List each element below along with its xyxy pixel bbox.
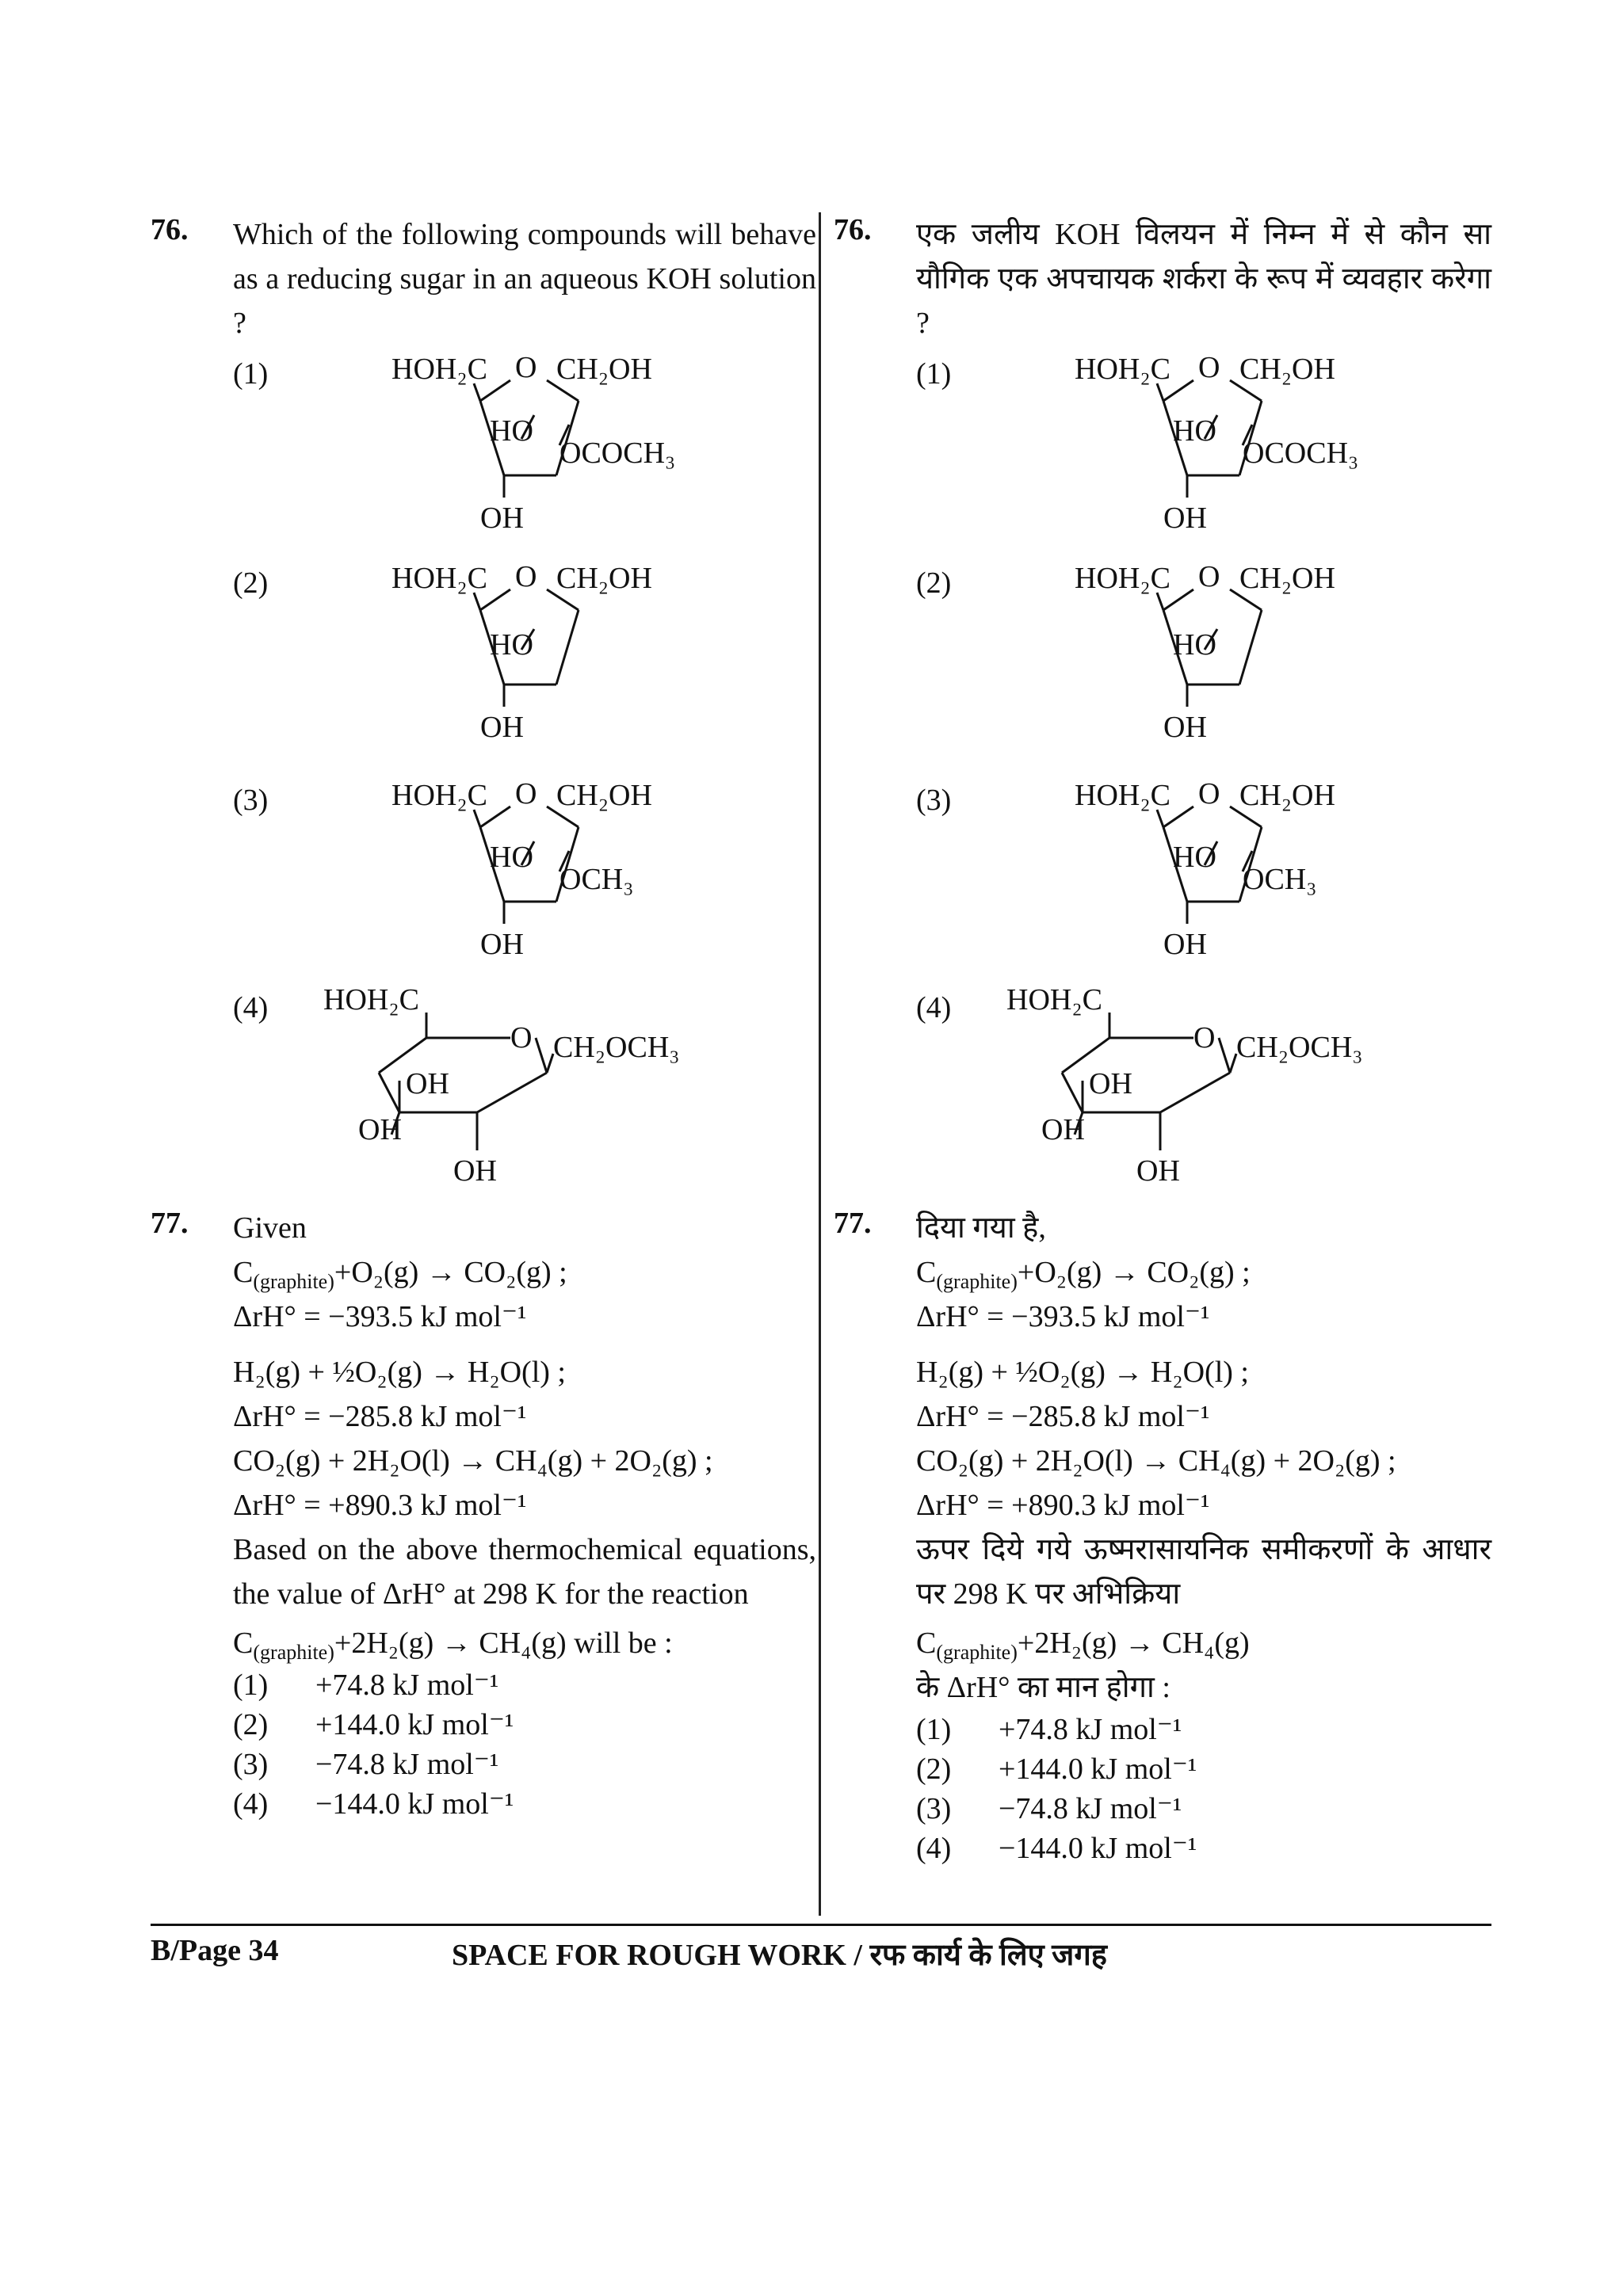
answer-1[interactable]: (1) +74.8 kJ mol⁻¹ [233,1669,499,1702]
enthalpy-1: ΔrH° = −393.5 kJ mol⁻¹ [233,1300,527,1333]
oh-label-2: OH [1041,1113,1085,1146]
option-number: (2) [233,566,269,600]
hoh2c-label: HOH₂C [323,983,419,1016]
structure-pyranose [315,983,712,1199]
oh-label-2: OH [358,1113,402,1146]
enthalpy-1: ΔrH° = −393.5 kJ mol⁻¹ [916,1300,1210,1333]
target-reaction-tail: के ΔrH° का मान होगा : [916,1671,1170,1704]
reaction-1: $C_{(graphite)}+O_2(g) \to CO_2(g)$ ; [233,1256,567,1293]
enthalpy-2: ΔrH° = −285.8 kJ mol⁻¹ [916,1400,1210,1433]
option-number: (4) [233,991,269,1024]
option-1[interactable] [916,352,1491,550]
given-label: दिया गया है, [916,1211,1046,1245]
question-76-en [151,212,816,1199]
reaction-1: $C_{(graphite)}+O_2(g) \to CO_2(g)$ ; [916,1256,1251,1293]
option-4[interactable] [916,983,1491,1199]
option-number: (4) [916,991,952,1024]
page-number: B/Page 34 [151,1934,279,1967]
structure-furanose-methoxy [315,777,652,976]
ch2oh-label: CH₂OH [1239,779,1335,812]
option-3[interactable] [916,778,1491,976]
question-number: 76. [834,213,872,246]
structure-furanose [315,560,652,759]
hoh2c-label: HOH₂C [1075,353,1170,386]
ococh3-label: OCOCH₃ [559,437,676,470]
ch2oh-label: CH₂OH [1239,353,1335,386]
hoh2c-label: HOH₂C [1075,779,1170,812]
given-label: Given [233,1211,307,1245]
question-76-hi [834,212,1491,1199]
hoh2c-label: HOH₂C [391,779,487,812]
answer-2[interactable]: (2) +144.0 kJ mol⁻¹ [916,1753,1197,1786]
answer-list [233,1665,816,1824]
option-number: (2) [916,566,952,600]
footer-rule [151,1924,1491,1926]
question-number: 77. [151,1207,189,1240]
enthalpy-3: ΔrH° = +890.3 kJ mol⁻¹ [916,1489,1210,1522]
option-number: (1) [233,357,269,391]
option-4[interactable] [233,983,816,1199]
answer-list [916,1710,1491,1868]
option-2[interactable] [233,561,816,759]
ch2och3-label: CH₂OCH₃ [553,1031,680,1064]
enthalpy-3: ΔrH° = +890.3 kJ mol⁻¹ [233,1489,527,1522]
question-text: ऊपर दिये गये ऊष्मरासायनिक समीकरणों के आधार पर 298 K पर अभिक्रिया [916,1533,1491,1611]
ococh3-label: OCOCH₃ [1243,437,1359,470]
ring-oxygen-label: O [1193,1021,1216,1055]
hoh2c-label: HOH₂C [391,562,487,595]
structure-furanose-acetyl [315,351,676,550]
ch2oh-label: CH₂OH [556,353,652,386]
answer-4[interactable]: (4) −144.0 kJ mol⁻¹ [233,1787,514,1821]
structure-furanose-methoxy [999,777,1335,976]
question-number: 77. [834,1207,872,1240]
ch2oh-label: CH₂OH [1239,562,1335,595]
enthalpy-2: ΔrH° = −285.8 kJ mol⁻¹ [233,1400,527,1433]
option-2[interactable] [916,561,1491,759]
target-reaction: $C_{(graphite)}+2H_2(g) \to CH_4(g)$ [916,1627,1250,1664]
och3-label: OCH₃ [1243,863,1317,896]
right-column [834,212,1491,1868]
oh-label-3: OH [1136,1154,1180,1188]
ch2oh-label: CH₂OH [556,779,652,812]
answer-3[interactable]: (3) −74.8 kJ mol⁻¹ [233,1748,499,1781]
hoh2c-label: HOH₂C [391,353,487,386]
ho-label: HO [490,628,533,662]
ho-label: HO [1173,628,1216,662]
question-text: एक जलीय KOH विलयन में निम्न में से कौन सा यौगिक एक अपचायक शर्करा के रूप में व्यवहार करेगा ? [916,218,1491,340]
oh-label: OH [1163,711,1207,744]
ho-label: HO [490,841,533,874]
oh-label: OH [480,502,524,535]
ring-oxygen-label: O [1198,351,1220,384]
target-reaction: $C_{(graphite)}+2H_2(g) \to CH_4(g)$ will be : [233,1627,673,1664]
answer-2[interactable]: (2) +144.0 kJ mol⁻¹ [233,1708,514,1741]
question-text: Based on the above thermochemical equations, the value of ΔrH° at 298 K for the reaction [233,1533,816,1611]
ho-label: HO [490,414,533,448]
oh-label: OH [406,1067,449,1100]
question-number: 76. [151,213,189,246]
reaction-2: H₂(g) + ½O₂(g) → H₂O(l) ; [916,1356,1249,1389]
ring-oxygen-label: O [515,351,537,384]
answer-1[interactable]: (1) +74.8 kJ mol⁻¹ [916,1713,1182,1746]
option-1[interactable] [233,352,816,550]
option-number: (3) [916,784,952,817]
ring-oxygen-label: O [510,1021,533,1055]
structure-furanose-acetyl [999,351,1359,550]
rough-work-label: SPACE FOR ROUGH WORK / रफ कार्य के लिए जगह [452,1939,1107,1972]
oh-label: OH [1089,1067,1132,1100]
option-number: (3) [233,784,269,817]
oh-label: OH [1163,928,1207,961]
question-77-en [151,1206,816,1824]
ho-label: HO [1173,841,1216,874]
question-77-hi [834,1206,1491,1868]
hoh2c-label: HOH₂C [1006,983,1102,1016]
answer-4[interactable]: (4) −144.0 kJ mol⁻¹ [916,1832,1197,1865]
left-column [151,212,816,1824]
hoh2c-label: HOH₂C [1075,562,1170,595]
reaction-3: CO₂(g) + 2H₂O(l) → CH₄(g) + 2O₂(g) ; [233,1444,713,1478]
reaction-3: CO₂(g) + 2H₂O(l) → CH₄(g) + 2O₂(g) ; [916,1444,1396,1478]
question-text: Which of the following compounds will behave as a reducing sugar in an aqueous KOH solution ? [233,218,816,340]
column-divider [819,212,821,1916]
oh-label-3: OH [453,1154,497,1188]
ho-label: HO [1173,414,1216,448]
structure-pyranose [999,983,1395,1199]
ring-oxygen-label: O [1198,777,1220,810]
oh-label: OH [480,711,524,744]
ring-oxygen-label: O [1198,560,1220,593]
structure-furanose [999,560,1335,759]
oh-label: OH [480,928,524,961]
option-3[interactable] [233,778,816,976]
ring-oxygen-label: O [515,560,537,593]
answer-3[interactable]: (3) −74.8 kJ mol⁻¹ [916,1792,1182,1825]
och3-label: OCH₃ [559,863,634,896]
option-number: (1) [916,357,952,391]
ch2och3-label: CH₂OCH₃ [1236,1031,1363,1064]
ch2oh-label: CH₂OH [556,562,652,595]
oh-label: OH [1163,502,1207,535]
ring-oxygen-label: O [515,777,537,810]
reaction-2: H₂(g) + ½O₂(g) → H₂O(l) ; [233,1356,566,1389]
